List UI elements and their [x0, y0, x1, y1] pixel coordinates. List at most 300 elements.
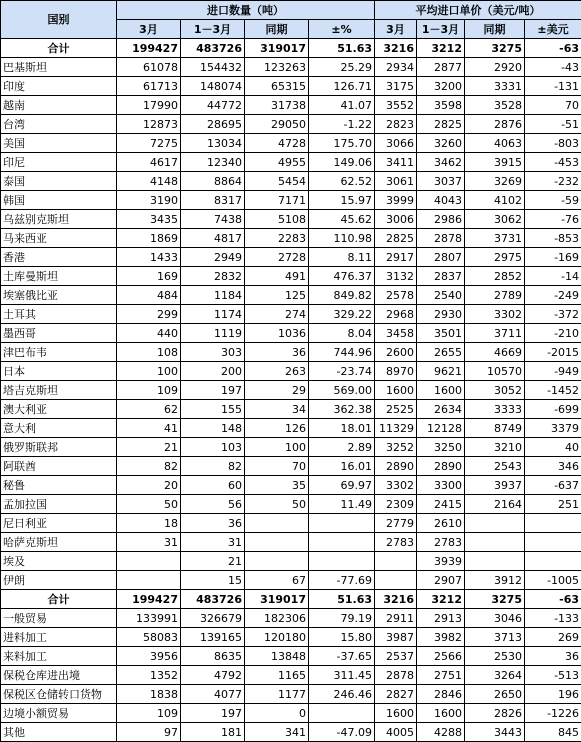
- cell-value: [117, 571, 181, 590]
- table-row: [1, 96, 581, 115]
- cell-value: 100: [117, 362, 181, 381]
- cell-value: 29: [245, 381, 309, 400]
- cell-value: 197: [181, 704, 245, 723]
- cell-value: -372: [525, 305, 581, 324]
- cell-value: 2913: [417, 609, 465, 628]
- country-header: 国别: [1, 1, 117, 39]
- cell-value: 31738: [245, 96, 309, 115]
- cell-value: 21: [117, 438, 181, 457]
- cell-value: 2878: [375, 666, 417, 685]
- cell-value: -513: [525, 666, 581, 685]
- total-row: [1, 590, 581, 609]
- row-label: 合计: [1, 590, 117, 609]
- table-row: [1, 153, 581, 172]
- cell-value: 41.07: [309, 96, 375, 115]
- cell-value: 199427: [117, 39, 181, 58]
- cell-value: 3200: [417, 77, 465, 96]
- cell-value: 3528: [465, 96, 525, 115]
- cell-value: 126: [245, 419, 309, 438]
- cell-value: 36: [181, 514, 245, 533]
- cell-value: 326679: [181, 609, 245, 628]
- cell-value: 2164: [465, 495, 525, 514]
- cell-value: 1177: [245, 685, 309, 704]
- cell-value: -2015: [525, 343, 581, 362]
- cell-value: 269: [525, 628, 581, 647]
- cell-value: 1119: [181, 324, 245, 343]
- cell-value: 346: [525, 457, 581, 476]
- cell-value: 11329: [375, 419, 417, 438]
- cell-value: 2917: [375, 248, 417, 267]
- cell-value: 3210: [465, 438, 525, 457]
- cell-value: 2876: [465, 115, 525, 134]
- cell-value: [375, 571, 417, 590]
- cell-value: 3598: [417, 96, 465, 115]
- cell-value: 3062: [465, 210, 525, 229]
- cell-value: -232: [525, 172, 581, 191]
- import-qty-header: 进口数量（吨）: [117, 1, 375, 20]
- cell-value: 4288: [417, 723, 465, 742]
- cell-value: 3250: [417, 438, 465, 457]
- cell-value: 3956: [117, 647, 181, 666]
- table-row: [1, 533, 581, 552]
- cell-value: -1452: [525, 381, 581, 400]
- cell-value: -637: [525, 476, 581, 495]
- table-row: [1, 362, 581, 381]
- cell-value: -949: [525, 362, 581, 381]
- cell-value: 3264: [465, 666, 525, 685]
- cell-value: 197: [181, 381, 245, 400]
- cell-value: [309, 514, 375, 533]
- cell-value: 7275: [117, 134, 181, 153]
- cell-value: -131: [525, 77, 581, 96]
- cell-value: 1869: [117, 229, 181, 248]
- cell-value: -133: [525, 609, 581, 628]
- cell-value: 246.46: [309, 685, 375, 704]
- cell-value: [245, 514, 309, 533]
- cell-value: 4617: [117, 153, 181, 172]
- cell-value: 3999: [375, 191, 417, 210]
- cell-value: [245, 552, 309, 571]
- cell-value: 1600: [417, 381, 465, 400]
- cell-value: 329.22: [309, 305, 375, 324]
- cell-value: 2600: [375, 343, 417, 362]
- cell-value: 3713: [465, 628, 525, 647]
- cell-value: 15.97: [309, 191, 375, 210]
- cell-value: 17990: [117, 96, 181, 115]
- cell-value: 2825: [375, 229, 417, 248]
- row-label: 一般贸易: [1, 609, 117, 628]
- cell-value: 744.96: [309, 343, 375, 362]
- table-row: [1, 381, 581, 400]
- cell-value: 1600: [375, 704, 417, 723]
- cell-value: [525, 552, 581, 571]
- cell-value: 1036: [245, 324, 309, 343]
- table-row: [1, 419, 581, 438]
- row-label: 澳大利亚: [1, 400, 117, 419]
- cell-value: 2949: [181, 248, 245, 267]
- cell-value: -37.65: [309, 647, 375, 666]
- row-label: 津巴布韦: [1, 343, 117, 362]
- cell-value: 13034: [181, 134, 245, 153]
- cell-value: 8.04: [309, 324, 375, 343]
- cell-value: 8749: [465, 419, 525, 438]
- cell-value: 62.52: [309, 172, 375, 191]
- cell-value: 3912: [465, 571, 525, 590]
- cell-value: 3302: [375, 476, 417, 495]
- cell-value: 12340: [181, 153, 245, 172]
- cell-value: 4005: [375, 723, 417, 742]
- cell-value: 2930: [417, 305, 465, 324]
- cell-value: [309, 704, 375, 723]
- cell-value: 4063: [465, 134, 525, 153]
- cell-value: -47.09: [309, 723, 375, 742]
- cell-value: 67: [245, 571, 309, 590]
- cell-value: 2537: [375, 647, 417, 666]
- cell-value: 175.70: [309, 134, 375, 153]
- cell-value: 2751: [417, 666, 465, 685]
- cell-value: 70: [525, 96, 581, 115]
- cell-value: 7171: [245, 191, 309, 210]
- cell-value: 303: [181, 343, 245, 362]
- cell-value: 1433: [117, 248, 181, 267]
- cell-value: 11.49: [309, 495, 375, 514]
- cell-value: -43: [525, 58, 581, 77]
- cell-value: 1174: [181, 305, 245, 324]
- cell-value: 483726: [181, 590, 245, 609]
- cell-value: -169: [525, 248, 581, 267]
- cell-value: 148074: [181, 77, 245, 96]
- cell-value: 3132: [375, 267, 417, 286]
- cell-value: 109: [117, 381, 181, 400]
- cell-value: 60: [181, 476, 245, 495]
- cell-value: 3052: [465, 381, 525, 400]
- cell-value: 3731: [465, 229, 525, 248]
- cell-value: 3552: [375, 96, 417, 115]
- row-label: 印尼: [1, 153, 117, 172]
- table-row: [1, 628, 581, 647]
- cell-value: 2878: [417, 229, 465, 248]
- table-row: [1, 495, 581, 514]
- cell-value: 2846: [417, 685, 465, 704]
- row-label: 意大利: [1, 419, 117, 438]
- table-row: [1, 286, 581, 305]
- table-row: [1, 248, 581, 267]
- cell-value: 2911: [375, 609, 417, 628]
- cell-value: 123263: [245, 58, 309, 77]
- cell-value: 3937: [465, 476, 525, 495]
- cell-value: 2566: [417, 647, 465, 666]
- cell-value: 3212: [417, 590, 465, 609]
- cell-value: 139165: [181, 628, 245, 647]
- cell-value: 196: [525, 685, 581, 704]
- cell-value: 15.80: [309, 628, 375, 647]
- cell-value: 2578: [375, 286, 417, 305]
- row-label: 墨西哥: [1, 324, 117, 343]
- row-label: 保税区仓储转口货物: [1, 685, 117, 704]
- cell-value: 263: [245, 362, 309, 381]
- cell-value: 2530: [465, 647, 525, 666]
- cell-value: 4792: [181, 666, 245, 685]
- cell-value: 3046: [465, 609, 525, 628]
- cell-value: 58083: [117, 628, 181, 647]
- cell-value: 319017: [245, 590, 309, 609]
- table-row: [1, 571, 581, 590]
- cell-value: 169: [117, 267, 181, 286]
- cell-value: 440: [117, 324, 181, 343]
- cell-value: 125: [245, 286, 309, 305]
- cell-value: 2823: [375, 115, 417, 134]
- row-label: 保税仓库进出境: [1, 666, 117, 685]
- cell-value: 3252: [375, 438, 417, 457]
- cell-value: 29050: [245, 115, 309, 134]
- col-header: 同期: [465, 20, 525, 39]
- cell-value: 12128: [417, 419, 465, 438]
- cell-value: 4817: [181, 229, 245, 248]
- cell-value: 2934: [375, 58, 417, 77]
- cell-value: 2832: [181, 267, 245, 286]
- cell-value: 120180: [245, 628, 309, 647]
- table-row: [1, 134, 581, 153]
- table-row: [1, 723, 581, 742]
- cell-value: 18: [117, 514, 181, 533]
- cell-value: 2525: [375, 400, 417, 419]
- cell-value: -63: [525, 39, 581, 58]
- cell-value: 3458: [375, 324, 417, 343]
- row-label: 伊朗: [1, 571, 117, 590]
- cell-value: 110.98: [309, 229, 375, 248]
- cell-value: 1838: [117, 685, 181, 704]
- table-row: [1, 400, 581, 419]
- table-row: [1, 438, 581, 457]
- cell-value: 148: [181, 419, 245, 438]
- cell-value: 199427: [117, 590, 181, 609]
- cell-value: 2783: [417, 533, 465, 552]
- cell-value: [309, 533, 375, 552]
- cell-value: 82: [181, 457, 245, 476]
- table-row: [1, 172, 581, 191]
- cell-value: 3331: [465, 77, 525, 96]
- col-header: 1－3月: [417, 20, 465, 39]
- cell-value: 251: [525, 495, 581, 514]
- cell-value: 2890: [375, 457, 417, 476]
- table-body: [1, 39, 581, 742]
- cell-value: 50: [245, 495, 309, 514]
- row-label: 尼日利亚: [1, 514, 117, 533]
- cell-value: 3333: [465, 400, 525, 419]
- cell-value: [465, 552, 525, 571]
- table-row: [1, 647, 581, 666]
- cell-value: 845: [525, 723, 581, 742]
- cell-value: 4669: [465, 343, 525, 362]
- cell-value: 8970: [375, 362, 417, 381]
- row-label: 埃及: [1, 552, 117, 571]
- cell-value: 2827: [375, 685, 417, 704]
- cell-value: 2825: [417, 115, 465, 134]
- cell-value: 100: [245, 438, 309, 457]
- cell-value: 2543: [465, 457, 525, 476]
- cell-value: 62: [117, 400, 181, 419]
- cell-value: 1352: [117, 666, 181, 685]
- cell-value: 21: [181, 552, 245, 571]
- cell-value: 3302: [465, 305, 525, 324]
- cell-value: 491: [245, 267, 309, 286]
- cell-value: [525, 514, 581, 533]
- table-row: [1, 704, 581, 723]
- cell-value: 362.38: [309, 400, 375, 419]
- cell-value: -803: [525, 134, 581, 153]
- cell-value: 40: [525, 438, 581, 457]
- cell-value: 2415: [417, 495, 465, 514]
- cell-value: 3435: [117, 210, 181, 229]
- cell-value: 36: [525, 647, 581, 666]
- header-row-1: [1, 1, 581, 20]
- cell-value: 3260: [417, 134, 465, 153]
- cell-value: 4102: [465, 191, 525, 210]
- cell-value: 12873: [117, 115, 181, 134]
- row-label: 塔吉克斯坦: [1, 381, 117, 400]
- row-label: 俄罗斯联邦: [1, 438, 117, 457]
- row-label: 土库曼斯坦: [1, 267, 117, 286]
- cell-value: 16.01: [309, 457, 375, 476]
- cell-value: 0: [245, 704, 309, 723]
- cell-value: 35: [245, 476, 309, 495]
- cell-value: 2807: [417, 248, 465, 267]
- cell-value: 13848: [245, 647, 309, 666]
- cell-value: 41: [117, 419, 181, 438]
- cell-value: 4955: [245, 153, 309, 172]
- cell-value: -453: [525, 153, 581, 172]
- row-label: 来料加工: [1, 647, 117, 666]
- cell-value: 3462: [417, 153, 465, 172]
- cell-value: 311.45: [309, 666, 375, 685]
- table-row: [1, 514, 581, 533]
- cell-value: 31: [117, 533, 181, 552]
- cell-value: 2728: [245, 248, 309, 267]
- cell-value: 20: [117, 476, 181, 495]
- row-label: 印度: [1, 77, 117, 96]
- cell-value: 2283: [245, 229, 309, 248]
- cell-value: 849.82: [309, 286, 375, 305]
- cell-value: 5108: [245, 210, 309, 229]
- cell-value: -63: [525, 590, 581, 609]
- table-row: [1, 77, 581, 96]
- cell-value: 4148: [117, 172, 181, 191]
- cell-value: -853: [525, 229, 581, 248]
- row-label: 秘鲁: [1, 476, 117, 495]
- cell-value: 3443: [465, 723, 525, 742]
- cell-value: 2826: [465, 704, 525, 723]
- row-label: 泰国: [1, 172, 117, 191]
- cell-value: 154432: [181, 58, 245, 77]
- cell-value: 2610: [417, 514, 465, 533]
- cell-value: 2779: [375, 514, 417, 533]
- cell-value: 15: [181, 571, 245, 590]
- row-label: 巴基斯坦: [1, 58, 117, 77]
- col-header: 3月: [375, 20, 417, 39]
- cell-value: 2655: [417, 343, 465, 362]
- cell-value: -14: [525, 267, 581, 286]
- cell-value: -51: [525, 115, 581, 134]
- cell-value: 3037: [417, 172, 465, 191]
- cell-value: 2852: [465, 267, 525, 286]
- cell-value: 3379: [525, 419, 581, 438]
- table-row: [1, 666, 581, 685]
- cell-value: -1.22: [309, 115, 375, 134]
- cell-value: 56: [181, 495, 245, 514]
- cell-value: [525, 533, 581, 552]
- cell-value: 8635: [181, 647, 245, 666]
- cell-value: 126.71: [309, 77, 375, 96]
- cell-value: -1005: [525, 571, 581, 590]
- cell-value: 569.00: [309, 381, 375, 400]
- cell-value: -249: [525, 286, 581, 305]
- table-row: [1, 267, 581, 286]
- col-header: 同期: [245, 20, 309, 39]
- cell-value: [375, 552, 417, 571]
- row-label: 合计: [1, 39, 117, 58]
- cell-value: 28695: [181, 115, 245, 134]
- cell-value: 2877: [417, 58, 465, 77]
- table-row: [1, 476, 581, 495]
- col-header: 1－3月: [181, 20, 245, 39]
- cell-value: 319017: [245, 39, 309, 58]
- cell-value: 341: [245, 723, 309, 742]
- cell-value: -210: [525, 324, 581, 343]
- cell-value: 3501: [417, 324, 465, 343]
- cell-value: [465, 514, 525, 533]
- cell-value: 3987: [375, 628, 417, 647]
- cell-value: 108: [117, 343, 181, 362]
- cell-value: 3939: [417, 552, 465, 571]
- cell-value: -1226: [525, 704, 581, 723]
- cell-value: 274: [245, 305, 309, 324]
- col-header: 3月: [117, 20, 181, 39]
- cell-value: 2783: [375, 533, 417, 552]
- row-label: 孟加拉国: [1, 495, 117, 514]
- table-row: [1, 305, 581, 324]
- cell-value: -59: [525, 191, 581, 210]
- cell-value: 31: [181, 533, 245, 552]
- cell-value: 2.89: [309, 438, 375, 457]
- col-header: ±美元: [525, 20, 581, 39]
- cell-value: 2789: [465, 286, 525, 305]
- avg-price-header: 平均进口单价（美元/吨）: [375, 1, 581, 20]
- table-row: [1, 343, 581, 362]
- row-label: 马来西亚: [1, 229, 117, 248]
- table-row: [1, 210, 581, 229]
- cell-value: 3066: [375, 134, 417, 153]
- cell-value: 3982: [417, 628, 465, 647]
- cell-value: 2634: [417, 400, 465, 419]
- cell-value: 2837: [417, 267, 465, 286]
- table-row: [1, 115, 581, 134]
- cell-value: 3300: [417, 476, 465, 495]
- col-header: ±%: [309, 20, 375, 39]
- cell-value: 3269: [465, 172, 525, 191]
- cell-value: [309, 552, 375, 571]
- cell-value: 3006: [375, 210, 417, 229]
- row-label: 台湾: [1, 115, 117, 134]
- cell-value: 2975: [465, 248, 525, 267]
- cell-value: 79.19: [309, 609, 375, 628]
- cell-value: 3411: [375, 153, 417, 172]
- cell-value: 103: [181, 438, 245, 457]
- cell-value: 9621: [417, 362, 465, 381]
- cell-value: -699: [525, 400, 581, 419]
- cell-value: 45.62: [309, 210, 375, 229]
- row-label: 越南: [1, 96, 117, 115]
- cell-value: 3216: [375, 590, 417, 609]
